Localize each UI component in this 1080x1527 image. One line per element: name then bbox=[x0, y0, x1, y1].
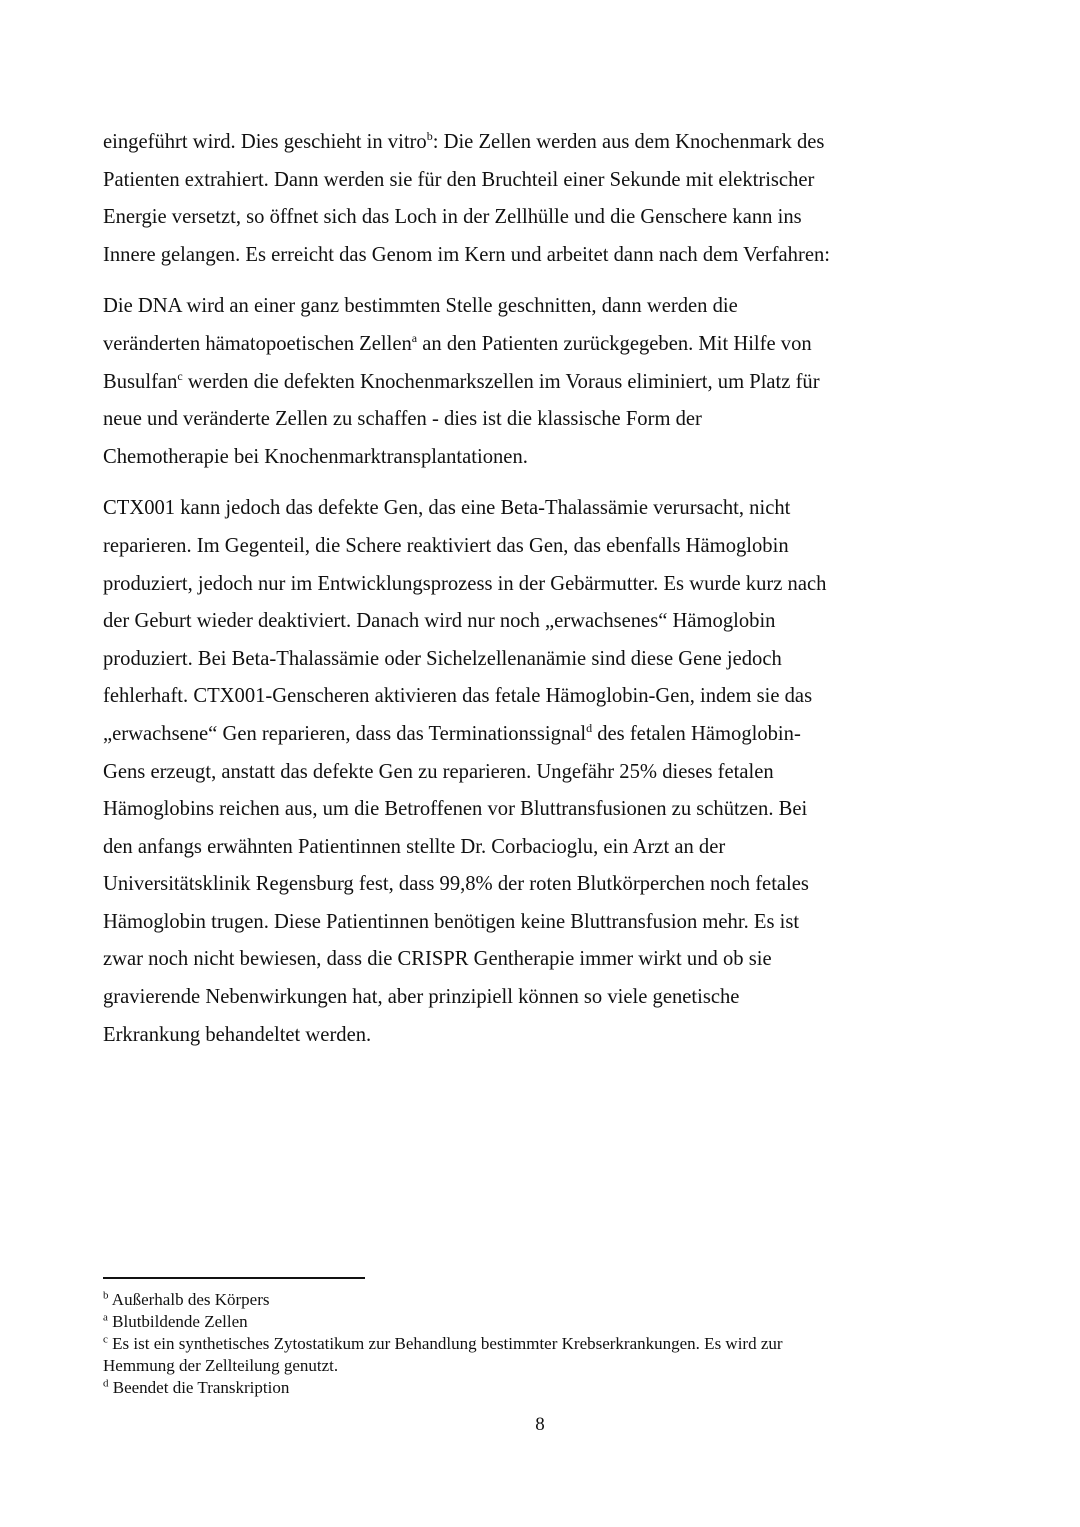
footnote-text: Es ist ein synthetisches Zytostatikum zur Behandlung bestimmter Krebserkrankungen. Es wird zur bbox=[107, 1334, 783, 1353]
text-line: Chemotherapie bei Knochenmarktransplantationen. bbox=[103, 445, 528, 468]
text-line: zwar noch nicht bewiesen, dass die CRISPR Gentherapie immer wirkt und ob sie bbox=[103, 948, 772, 971]
paragraph bbox=[103, 288, 903, 476]
text-line: produziert, jedoch nur im Entwicklungsprozess in der Gebärmutter. Es wurde kurz nach bbox=[103, 572, 827, 595]
footnotes bbox=[103, 1277, 883, 1399]
text-line: veränderten hämatopoetischen Zellen$^a$ an den Patienten zurückgegeben. Mit Hilfe von bbox=[103, 331, 812, 355]
footnote-ref: a bbox=[411, 331, 418, 346]
text-line: Hämoglobins reichen aus, um die Betroffenen vor Bluttransfusionen zu schützen. Bei bbox=[103, 798, 808, 821]
footnote-ref: c bbox=[177, 368, 183, 383]
text-line: Busulfan$^c$ werden die defekten Knochenmarkszellen im Voraus eliminiert, um Platz für bbox=[103, 368, 820, 393]
footnote-text: Beendet die Transkription bbox=[108, 1378, 290, 1397]
text-line: reparieren. Im Gegenteil, die Schere reaktiviert das Gen, das ebenfalls Hämoglobin bbox=[103, 534, 789, 557]
footnote-mark: c bbox=[103, 1333, 108, 1346]
text-line: eingeführt wird. Dies geschieht in vitro$^b$: Die Zellen werden aus dem Knochenmark des bbox=[103, 129, 825, 153]
text-line: den anfangs erwähnten Patientinnen stellte Dr. Corbacioglu, ein Arzt an der bbox=[103, 835, 726, 858]
text-line: gravierende Nebenwirkungen hat, aber prinzipiell können so viele genetische bbox=[103, 986, 740, 1009]
footnote-mark: b bbox=[103, 1289, 109, 1302]
page-number: 8 bbox=[535, 1414, 545, 1435]
footnote-separator bbox=[103, 1277, 365, 1279]
body-text bbox=[103, 124, 903, 1054]
text-line: fehlerhaft. CTX001-Genscheren aktivieren das fetale Hämoglobin-Gen, indem sie das bbox=[103, 685, 813, 708]
text-line: Erkrankung behandeltet werden. bbox=[103, 1023, 372, 1046]
footnote bbox=[103, 1333, 883, 1377]
text-line: Universitätsklinik Regensburg fest, dass 99,8% der roten Blutkörperchen noch fetales bbox=[103, 873, 809, 896]
footnote-ref: b bbox=[426, 129, 433, 144]
footnote bbox=[103, 1377, 883, 1399]
footnote-mark: d bbox=[103, 1377, 109, 1390]
text-line: produziert. Bei Beta-Thalassämie oder Sichelzellenanämie sind diese Gene jedoch bbox=[103, 647, 782, 670]
footnote-text: Außerhalb des Körpers bbox=[108, 1290, 270, 1309]
text-line: CTX001 kann jedoch das defekte Gen, das eine Beta-Thalassämie verursacht, nicht bbox=[103, 497, 791, 520]
text-line: der Geburt wieder deaktiviert. Danach wird nur noch „erwachsenes“ Hämoglobin bbox=[103, 610, 776, 633]
footnote-ref: d bbox=[586, 721, 593, 736]
text-line: Die DNA wird an einer ganz bestimmten Stelle geschnitten, dann werden die bbox=[103, 295, 738, 318]
text-line: Innere gelangen. Es erreicht das Genom im Kern und arbeitet dann nach dem Verfahren: bbox=[103, 243, 830, 266]
text-line: Patienten extrahiert. Dann werden sie für den Bruchteil einer Sekunde mit elektrischer bbox=[103, 168, 815, 191]
text-line: Gens erzeugt, anstatt das defekte Gen zu reparieren. Ungefähr 25% dieses fetalen bbox=[103, 760, 774, 783]
footnote-text: Hemmung der Zellteilung genutzt. bbox=[103, 1356, 339, 1375]
footnote bbox=[103, 1289, 883, 1311]
text-line: „erwachsene“ Gen reparieren, dass das Terminationssignal$^d$ des fetalen Hämoglobin- bbox=[103, 721, 801, 745]
footnote-text: Blutbildende Zellen bbox=[107, 1312, 248, 1331]
text-line: Hämoglobin trugen. Diese Patientinnen benötigen keine Bluttransfusion mehr. Es ist bbox=[103, 910, 800, 933]
paragraph bbox=[103, 490, 903, 1054]
paragraph bbox=[103, 124, 903, 274]
footnote-mark: a bbox=[103, 1311, 108, 1324]
text-line: Energie versetzt, so öffnet sich das Loch in der Zellhülle und die Genschere kann ins bbox=[103, 206, 802, 229]
text-line: neue und veränderte Zellen zu schaffen - dies ist die klassische Form der bbox=[103, 408, 702, 431]
footnote bbox=[103, 1311, 883, 1333]
